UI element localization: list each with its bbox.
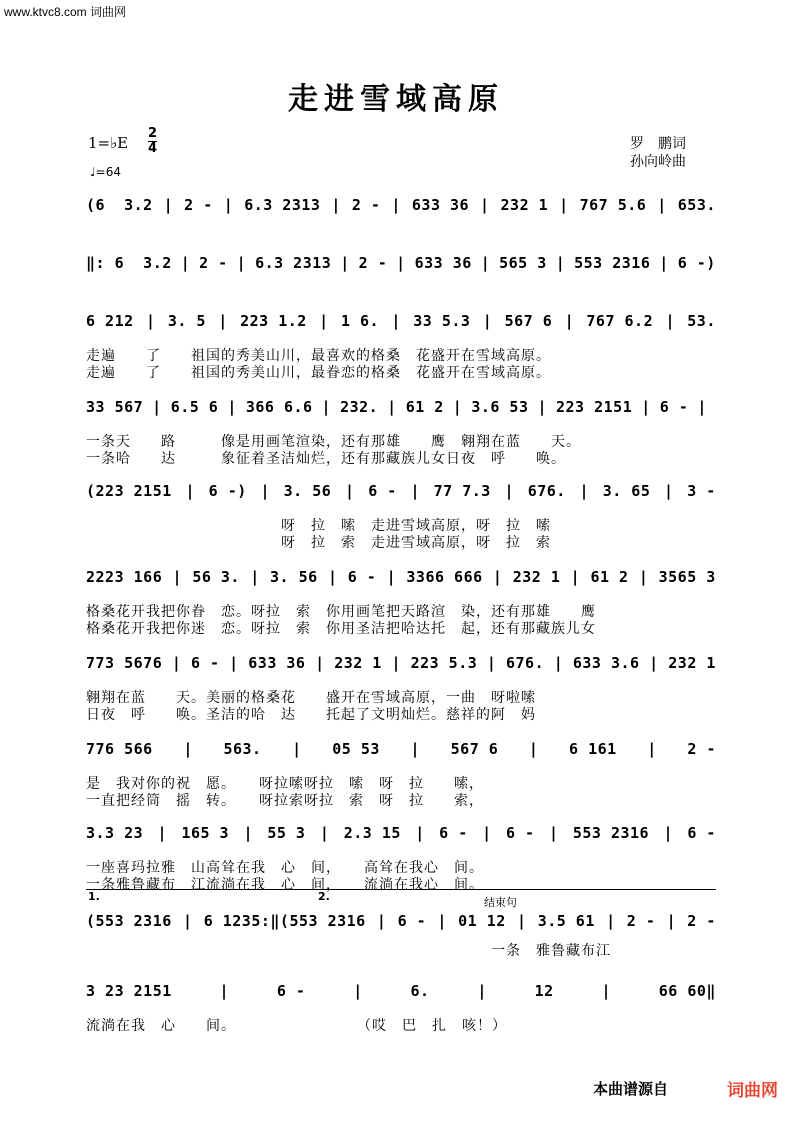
measure: 3. 56: [270, 568, 318, 586]
barline: |: [387, 398, 397, 416]
barline: |: [452, 398, 463, 416]
barline: |: [185, 482, 195, 500]
barline: |: [480, 254, 491, 272]
measure: 61 2: [405, 398, 444, 416]
barline: |: [260, 482, 270, 500]
barline: |: [219, 982, 230, 1000]
barline: |: [353, 982, 363, 1000]
measure: 6 -: [276, 982, 306, 1000]
lyrics-verse-2: 一条哈 达 象征着圣洁灿烂，还有那藏族儿女日夜 呼 唤。: [86, 451, 566, 467]
lyricist-credit: 罗 鹏词: [630, 136, 686, 152]
measure: 3. 65: [602, 482, 651, 500]
barline: |: [223, 196, 234, 214]
measure: 6.3 2313: [244, 196, 321, 214]
barline: |: [666, 912, 677, 930]
measure: 6.: [410, 982, 430, 1000]
measure: 653.: [677, 196, 716, 214]
barline: |: [391, 196, 401, 214]
measure: 633 36: [411, 196, 470, 214]
notation-row: [86, 254, 716, 272]
measure: 2 -: [184, 196, 213, 214]
measure: 2 -: [687, 740, 716, 758]
measure: 05 53: [332, 740, 380, 758]
barline: |: [410, 740, 421, 758]
measure: 767 5.6: [579, 196, 647, 214]
measure: 33 5.3: [413, 312, 471, 330]
lyrics-verse-1: 一条天 路 像是用画笔渲染，还有那雄 鹰 翱翔在蓝 天。: [86, 434, 581, 450]
barline: |: [172, 568, 183, 586]
barline: |: [641, 398, 651, 416]
barline: |: [145, 312, 156, 330]
measure: 6 -: [397, 912, 427, 930]
notation-row: [86, 982, 716, 1000]
measure: 77 7.3: [433, 482, 491, 500]
barline: |: [319, 312, 329, 330]
barline: |: [163, 196, 174, 214]
tempo-marking: ♩=64: [90, 165, 121, 179]
barline: |: [482, 824, 492, 842]
barline: |: [504, 482, 515, 500]
measure: 567 6: [504, 312, 553, 330]
notation-row: [86, 740, 716, 758]
barline: |: [570, 568, 581, 586]
barline: |: [606, 912, 616, 930]
song-title: 走进雪域高原: [288, 82, 504, 117]
lyrics-verse-2: 呀 拉 索 走进雪域高原，呀 拉 索: [86, 535, 551, 551]
footer-source-text: 本曲谱源自: [592, 1080, 668, 1098]
measure: 55 3: [267, 824, 306, 842]
notation-row: [86, 824, 716, 842]
measure: 553 2316: [574, 254, 651, 272]
measure: 3565 3: [658, 568, 716, 586]
barline: |: [243, 824, 253, 842]
barline: |: [236, 254, 247, 272]
site-url: www.ktvc8.com 词曲网: [4, 5, 127, 19]
measure: 2223 166: [86, 568, 163, 586]
measure: 6 -: [659, 398, 689, 416]
measure: (223 2151: [86, 482, 172, 500]
measure: 366 6.6: [245, 398, 313, 416]
barline: |: [391, 654, 401, 672]
measure: 223 5.3: [410, 654, 478, 672]
measure: 676.: [506, 654, 545, 672]
measure: 6.5 6: [170, 398, 219, 416]
lyrics-verse-2: 格桑花开我把你迷 恋。呀拉 索 你用圣洁把哈达托 起，还有那藏族儿女: [86, 621, 596, 637]
measure: 2 -: [626, 912, 656, 930]
time-signature: [148, 128, 157, 155]
measure: 633 3.6: [572, 654, 640, 672]
lyrics-verse-1: 呀 拉 嗦 走进雪域高原，呀 拉 嗦: [86, 518, 551, 534]
barline: |: [492, 568, 503, 586]
measure: 66 60‖: [658, 982, 716, 1000]
measure: 53.: [687, 312, 716, 330]
barline: |: [331, 196, 341, 214]
measure: 773 5676: [86, 654, 163, 672]
barline: |: [340, 254, 350, 272]
measure: 567 6: [450, 740, 499, 758]
barline: |: [647, 740, 657, 758]
barline: |: [553, 654, 564, 672]
measure: 6 -: [439, 824, 468, 842]
measure: 165 3: [181, 824, 230, 842]
barline: |: [292, 740, 302, 758]
measure: 3.3 23: [86, 824, 144, 842]
time-bottom: 4: [148, 141, 158, 156]
barline: |: [486, 654, 497, 672]
barline: |: [657, 196, 667, 214]
notation-row: [86, 196, 716, 214]
barline: |: [537, 398, 548, 416]
measure: 232 1: [334, 654, 382, 672]
measure: 6 212: [86, 312, 134, 330]
barline: |: [638, 568, 649, 586]
measure: 3. 56: [283, 482, 332, 500]
measure: 56 3.: [192, 568, 240, 586]
barline: |: [344, 482, 355, 500]
lyrics-verse-1: 是 我对你的祝 愿。 呀拉嗦呀拉 嗦 呀 拉 嗦，: [86, 776, 484, 792]
lyrics-verse-1: 翱翔在蓝 天。美丽的格桑花 盛开在雪域高原，一曲 呀啦嗦: [86, 690, 536, 706]
measure: 232 1: [500, 196, 549, 214]
volta-second-ending: 2.: [318, 890, 330, 903]
barline: |: [477, 982, 487, 1000]
barline: |: [437, 912, 447, 930]
barline: |: [182, 912, 193, 930]
lyrics-verse-1: 流淌在我 心 间。 （哎 巴 扎 咳！）: [86, 1018, 507, 1034]
measure: 2 -: [358, 254, 388, 272]
barline: |: [327, 568, 338, 586]
lyrics-verse-2: 走遍 了 祖国的秀美山川，最眷恋的格桑 花盛开在雪域高原。: [86, 365, 551, 381]
measure: 6 -: [687, 824, 716, 842]
measure: 01 12: [458, 912, 506, 930]
measure: 232.: [340, 398, 379, 416]
measure: 61 2: [590, 568, 629, 586]
barline: |: [180, 254, 191, 272]
barline: |: [480, 196, 490, 214]
measure: 6 -: [347, 568, 377, 586]
barline: |: [183, 740, 193, 758]
notation-row: [86, 398, 716, 416]
measure: 633 36: [414, 254, 472, 272]
barline: |: [516, 912, 527, 930]
measure: 3.5 61: [537, 912, 595, 930]
measure: 6 -): [677, 254, 716, 272]
measure: 6 -: [368, 482, 397, 500]
barline: |: [391, 312, 401, 330]
barline: |: [321, 398, 332, 416]
barline: |: [250, 568, 260, 586]
barline: |: [319, 824, 330, 842]
measure: 2 -: [199, 254, 228, 272]
measure: 12: [534, 982, 554, 1000]
notation-row: [86, 482, 716, 500]
barline: |: [579, 482, 590, 500]
barline: |: [376, 912, 387, 930]
measure: 3366 666: [406, 568, 483, 586]
measure: 6 -): [208, 482, 247, 500]
measure: 223 2151: [556, 398, 633, 416]
barline: |: [559, 196, 569, 214]
lyrics-verse-2: 日夜 呼 唤。圣洁的哈 达 托起了文明灿烂。慈祥的阿 妈: [86, 707, 536, 723]
volta-bracket-line: [86, 889, 716, 890]
measure: 232 1: [512, 568, 561, 586]
measure: 676.: [527, 482, 566, 500]
barline: |: [564, 312, 575, 330]
ending-label: 结束句: [484, 896, 517, 909]
measure: 3 -: [687, 482, 716, 500]
measure: 6 -: [506, 824, 535, 842]
barline: |: [649, 654, 659, 672]
measure: 6.3 2313: [255, 254, 332, 272]
barline: |: [410, 482, 420, 500]
lyrics-verse-1: 一条 雅鲁藏布江: [86, 943, 611, 959]
notation-row: [86, 912, 716, 930]
barline: |: [227, 398, 237, 416]
barline: |: [482, 312, 493, 330]
notation-row: [86, 568, 716, 586]
measure: 232 1: [668, 654, 716, 672]
measure: 1 6.: [340, 312, 380, 330]
composer-credit: 孙向岭曲: [630, 154, 686, 170]
barline: |: [218, 312, 228, 330]
lyrics-verse-2: 一条雅鲁藏布 江流淌在我 心 间， 流淌在我心 间。: [86, 877, 484, 893]
measure: ‖: 6 3.2: [86, 254, 172, 272]
volta-first-ending: 1.: [88, 890, 100, 903]
barline: |: [157, 824, 168, 842]
barline: |: [229, 654, 239, 672]
measure: 563.: [223, 740, 262, 758]
measure: 6 1235:‖(553 2316: [203, 912, 366, 930]
measure: 633 36: [248, 654, 306, 672]
measure: 565 3: [499, 254, 547, 272]
barline: |: [659, 254, 669, 272]
measure: 223 1.2: [240, 312, 307, 330]
barline: |: [601, 982, 611, 1000]
barline: |: [386, 568, 397, 586]
barline: |: [152, 398, 162, 416]
barline: |: [664, 482, 674, 500]
lyrics-verse-1: 走遍 了 祖国的秀美山川，最喜欢的格桑 花盛开在雪域高原。: [86, 348, 551, 364]
measure: 553 2316: [572, 824, 650, 842]
notation-row: [86, 312, 716, 330]
barline: |: [665, 312, 675, 330]
barline: |: [548, 824, 559, 842]
footer-brand-logo[interactable]: 词曲网: [727, 1081, 778, 1101]
measure: 3.6 53: [471, 398, 529, 416]
key-signature: 1=♭E: [88, 134, 129, 152]
barline: |: [663, 824, 673, 842]
notation-row: [86, 654, 716, 672]
measure: 6 161: [569, 740, 617, 758]
measure: 2 -: [687, 912, 716, 930]
measure: 6 -: [190, 654, 220, 672]
barline: |: [528, 740, 539, 758]
lyrics-verse-1: 一座喜玛拉雅 山高耸在我 心 间， 高耸在我心 间。: [86, 860, 484, 876]
measure: (553 2316: [86, 912, 172, 930]
measure: 767 6.2: [586, 312, 654, 330]
barline: |: [415, 824, 425, 842]
measure: 3. 5: [167, 312, 206, 330]
measure: 2 -: [351, 196, 381, 214]
time-top: 2: [148, 126, 158, 141]
lyrics-verse-1: 格桑花开我把你眷 恋。呀拉 索 你用画笔把天路渲 染，还有那雄 鹰: [86, 604, 596, 620]
barline: |: [171, 654, 182, 672]
barline: |: [697, 398, 707, 416]
lyrics-verse-2: 一直把经筒 摇 转。 呀拉索呀拉 索 呀 拉 索，: [86, 793, 484, 809]
barline: |: [555, 254, 566, 272]
measure: 33 567: [86, 398, 144, 416]
measure: 776 566: [86, 740, 153, 758]
barline: |: [315, 654, 325, 672]
measure: (6 3.2: [86, 196, 153, 214]
measure: 2.3 15: [343, 824, 401, 842]
measure: 3 23 2151: [86, 982, 172, 1000]
barline: |: [396, 254, 406, 272]
